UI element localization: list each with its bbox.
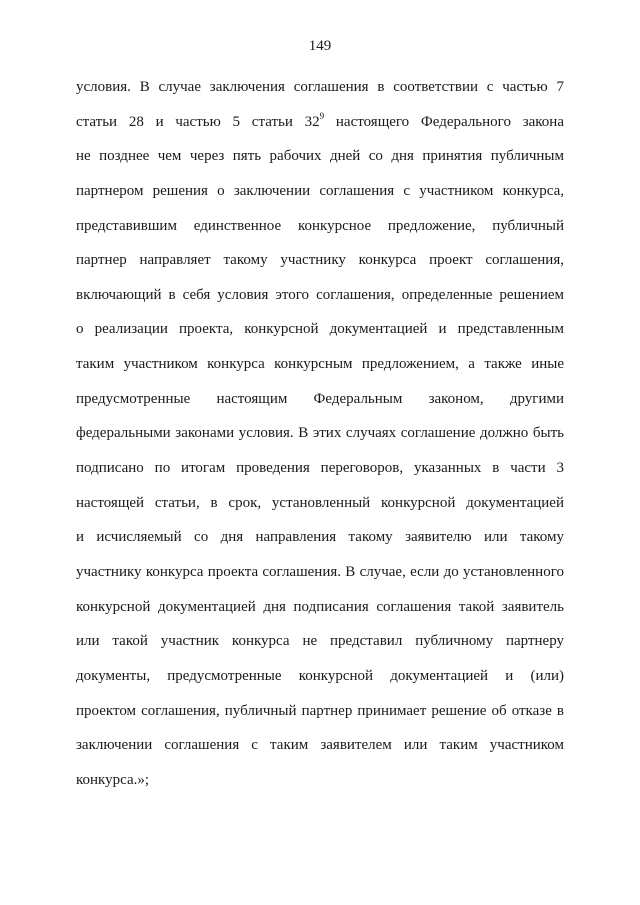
text-line: о реализации проекта, конкурсной документацией и представленным xyxy=(76,321,564,338)
text-line: федеральными законами условия. В этих случаях соглашение должно быть xyxy=(76,425,564,442)
text-line: партнер направляет такому участнику конкурса проект соглашения, xyxy=(76,252,564,269)
text-line: подписано по итогам проведения переговоров, указанных в части 3 xyxy=(76,460,564,477)
superscript: 9 xyxy=(319,110,325,121)
text-line: включающий в себя условия этого соглашения, определенные решением xyxy=(76,286,564,303)
text-line: и исчисляемый со дня направления такому заявителю или такому xyxy=(76,529,564,546)
text-line xyxy=(76,105,564,140)
text-line: документы, предусмотренные конкурсной документацией и (или) xyxy=(76,667,564,684)
text-line: или такой участник конкурса не представил публичному партнеру xyxy=(76,633,564,650)
text-line: конкурсной документацией дня подписания соглашения такой заявитель xyxy=(76,598,564,615)
text-line: представившим единственное конкурсное предложение, публичный xyxy=(76,217,564,234)
text-line: заключении соглашения с таким заявителем или таким участником xyxy=(76,737,564,754)
text-line: проектом соглашения, публичный партнер принимает решение об отказе в xyxy=(76,702,564,719)
body-paragraph xyxy=(76,70,564,797)
text-line: настоящей статьи, в срок, установленный конкурсной документацией xyxy=(76,494,564,511)
text-line: предусмотренные настоящим Федеральным законом, другими xyxy=(76,390,564,407)
text-line: условия. В случае заключения соглашения в соответствии с частью 7 xyxy=(76,79,564,95)
text-line: таким участником конкурса конкурсным предложением, а также иные xyxy=(76,356,564,373)
text-line: партнером решения о заключении соглашения с участником конкурса, xyxy=(76,182,564,199)
text-fragment: настоящего Федерального закона xyxy=(324,113,564,130)
text-line: конкурса.»; xyxy=(76,771,150,788)
text-line: участнику конкурса проекта соглашения. В случае, если до установленного xyxy=(76,563,564,580)
text-fragment: статьи 28 и частью 5 статьи 32 xyxy=(76,113,320,130)
page-number: 149 xyxy=(308,38,332,54)
text-line: не позднее чем через пять рабочих дней со дня принятия публичным xyxy=(76,148,564,165)
